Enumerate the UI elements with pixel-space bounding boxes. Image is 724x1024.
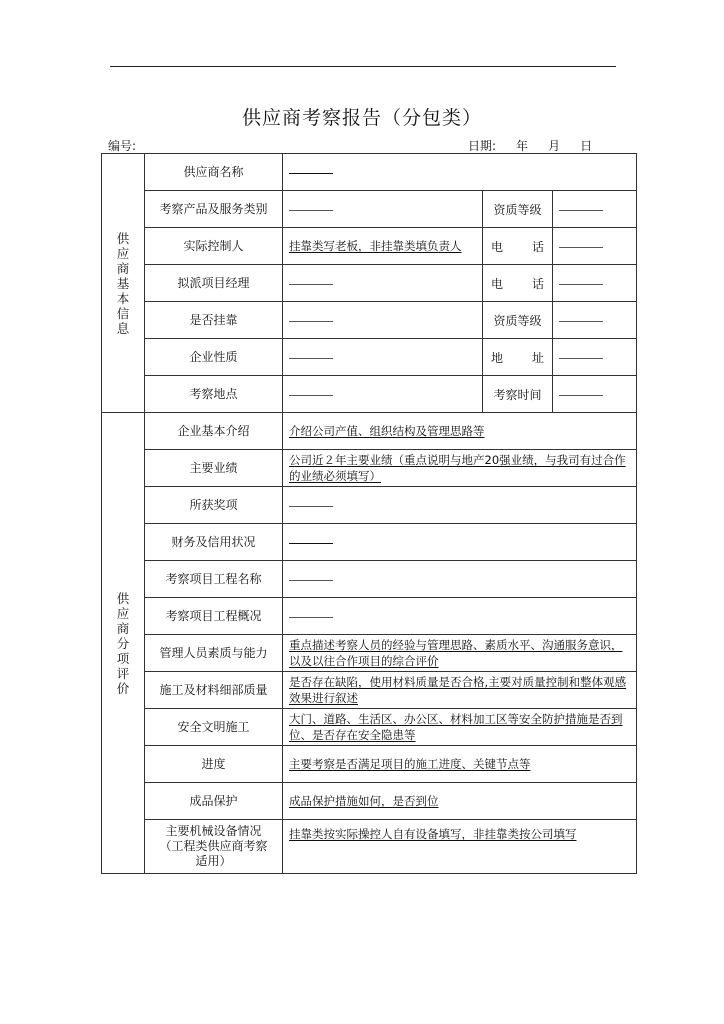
management-field[interactable]: 重点描述考察人员的经验与管理思路、素质水平、沟通服务意识，以及以往合作项目的综合评价	[283, 635, 637, 672]
table-row	[102, 450, 637, 487]
controller-label: 实际控制人	[145, 228, 283, 265]
table-row	[102, 265, 637, 302]
table-row	[102, 820, 637, 874]
manager-phone-field[interactable]	[553, 265, 637, 302]
category-label: 考察产品及服务类别	[145, 191, 283, 228]
table-row	[102, 783, 637, 820]
table-row	[102, 598, 637, 635]
date-year: 年	[516, 139, 529, 153]
page-title: 供应商考察报告（分包类）	[241, 107, 482, 129]
project-overview-field[interactable]	[283, 598, 637, 635]
header-rule	[110, 66, 616, 67]
number-label: 编号:	[108, 139, 137, 153]
project-name-field[interactable]	[283, 561, 637, 598]
affiliated-label: 是否挂靠	[145, 302, 283, 339]
category-field[interactable]	[283, 191, 483, 228]
address-label: 地 址	[483, 339, 553, 376]
protection-field[interactable]: 成品保护措施如何，是否到位	[283, 783, 637, 820]
materials-field[interactable]: 是否存在缺陷，使用材料质量是否合格,主要对质量控制和整体观感效果进行叙述	[283, 672, 637, 709]
table-row	[102, 487, 637, 524]
phone-label: 电 话	[483, 228, 553, 265]
equipment-field[interactable]: 挂靠类按实际操控人自有设备填写，非挂靠类按公司填写	[283, 820, 637, 874]
table-row	[102, 191, 637, 228]
safety-field[interactable]: 大门、道路、生活区、办公区、材料加工区等安全防护措施是否到位、是否存在安全隐患等	[283, 709, 637, 746]
intro-label: 企业基本介绍	[145, 413, 283, 450]
table-row	[102, 746, 637, 783]
progress-field[interactable]: 主要考察是否满足项目的施工进度、关键节点等	[283, 746, 637, 783]
project-overview-label: 考察项目工程概况	[145, 598, 283, 635]
location-field[interactable]	[283, 376, 483, 413]
project-manager-field[interactable]	[283, 265, 483, 302]
controller-field[interactable]: 挂靠类写老板，非挂靠类填负责人	[283, 228, 483, 265]
table-row	[102, 154, 637, 191]
qualification-field[interactable]	[553, 191, 637, 228]
awards-field[interactable]	[283, 487, 637, 524]
manager-phone-label: 电 话	[483, 265, 553, 302]
supplier-report-table	[101, 153, 637, 874]
safety-label: 安全文明施工	[145, 709, 283, 746]
section-evaluation: 供应商分项评价	[102, 413, 145, 874]
date-field	[468, 137, 612, 154]
affiliated-field[interactable]	[283, 302, 483, 339]
table-row	[102, 376, 637, 413]
project-manager-label: 拟派项目经理	[145, 265, 283, 302]
table-row	[102, 524, 637, 561]
performance-field[interactable]: 公司近２年主要业绩（重点说明与地产20强业绩，与我司有过合作的业绩必须填写）	[283, 450, 637, 487]
performance-label: 主要业绩	[145, 450, 283, 487]
intro-field[interactable]: 介绍公司产值、组织结构及管理思路等	[283, 413, 637, 450]
finance-field[interactable]	[283, 524, 637, 561]
qualification-field-2[interactable]	[553, 302, 637, 339]
supplier-name-field[interactable]	[283, 154, 637, 191]
date-month: 月	[548, 139, 561, 153]
table-row	[102, 339, 637, 376]
qualification-label-2: 资质等级	[483, 302, 553, 339]
supplier-name-label: 供应商名称	[145, 154, 283, 191]
section-basic-info: 供应商基本信息	[102, 154, 145, 413]
table-row	[102, 561, 637, 598]
nature-field[interactable]	[283, 339, 483, 376]
equipment-label: 主要机械设备情况（工程类供应商考察适用）	[145, 820, 283, 874]
nature-label: 企业性质	[145, 339, 283, 376]
materials-label: 施工及材料细部质量	[145, 672, 283, 709]
table-row	[102, 302, 637, 339]
project-name-label: 考察项目工程名称	[145, 561, 283, 598]
address-field[interactable]	[553, 339, 637, 376]
progress-label: 进度	[145, 746, 283, 783]
table-row	[102, 672, 637, 709]
visit-time-label: 考察时间	[483, 376, 553, 413]
protection-label: 成品保护	[145, 783, 283, 820]
awards-label: 所获奖项	[145, 487, 283, 524]
phone-field[interactable]	[553, 228, 637, 265]
table-row	[102, 413, 637, 450]
management-label: 管理人员素质与能力	[145, 635, 283, 672]
qualification-label: 资质等级	[483, 191, 553, 228]
visit-time-field[interactable]	[553, 376, 637, 413]
finance-label: 财务及信用状况	[145, 524, 283, 561]
table-row	[102, 709, 637, 746]
date-label: 日期:	[468, 139, 497, 153]
table-row	[102, 635, 637, 672]
location-label: 考察地点	[145, 376, 283, 413]
date-day: 日	[580, 139, 593, 153]
table-row	[102, 228, 637, 265]
